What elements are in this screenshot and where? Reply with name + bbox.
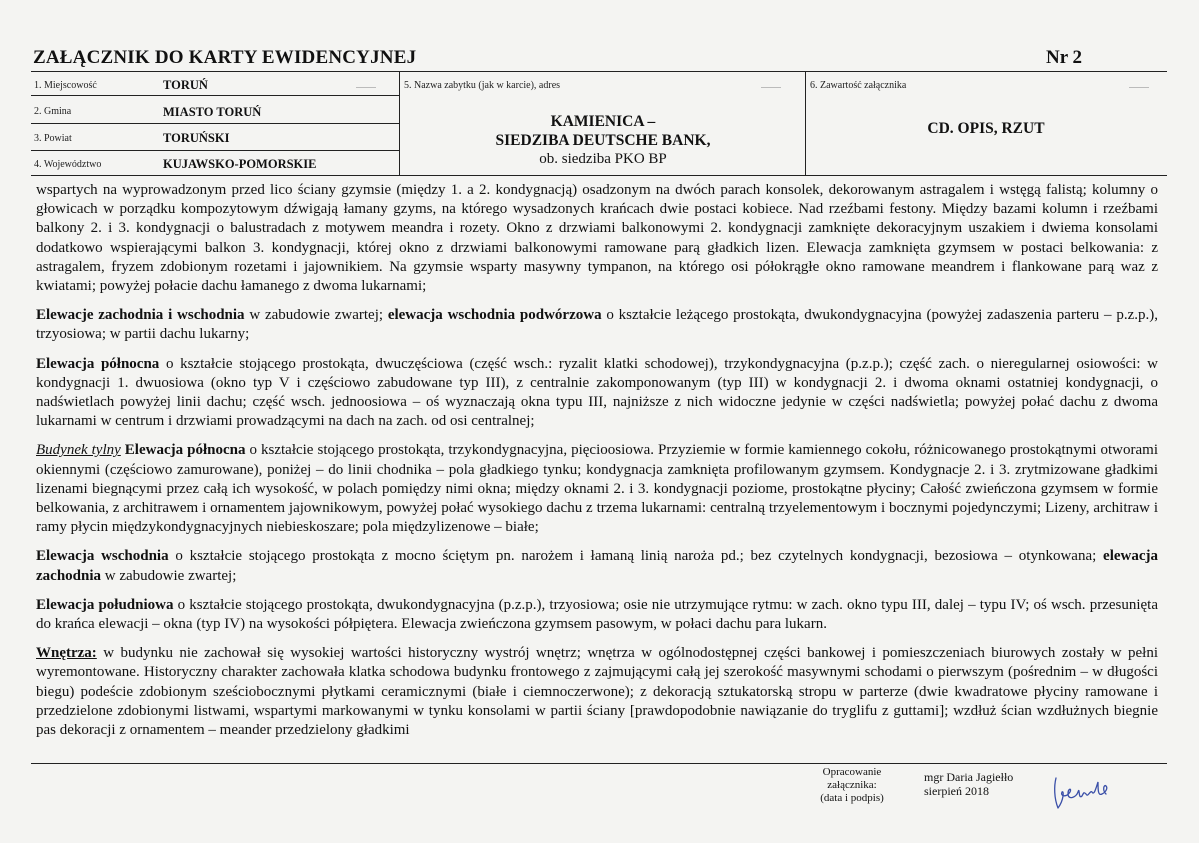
footer-author (924, 770, 1013, 798)
powiat-label: 3. Powiat (34, 133, 72, 144)
zawartosc-label: 6. Zawartość załącznika (810, 80, 907, 91)
paragraph-facade-north: Elewacja północna o kształcie stojącego prostokąta, dwuczęściowa (część wsch.: ryzalit klatki schodowej), trzykondygnacyjna (p.z.p.); część zach. o nieregularnej osiowości: w kondygnacji 1. dwuosiowa (okno typ V i częściowo zabudowane typ III), z centralnie zakomponowanym (typ III) w kondygnacji 2. i dwoma oknami ostatniej kondygnacji, o nadświetlach powyżej linii dachu; część wsch. jednoosiowa – oś wyznaczają okna typu III, najniższe z nich widoczne jedynie w części nadświetla; powyżej połać dachu z dwoma lukarnami w centrum i drzwiami prowadzącymi na dach na zach. od osi centralnej; (36, 355, 1158, 430)
paragraph-rear-south: Elewacja południowa o kształcie stojącego prostokąta, dwukondygnacyjna (p.z.p.), trzyosiowa; osie nie utrzymujące rytmu: w zach. okno typu III, dalej – typu IV; oś wsch. przesunięta do krańca elewacji – okna (typ IV) na wysokości półpiętera. Elewacja zwieńczona gzymsem pasowym, w połaci dachu para lukarn. (36, 596, 1158, 633)
author-date: sierpień 2018 (924, 784, 989, 798)
paragraph-facade-front: wspartych na wyprowadzonym przed lico ściany gzymsie (między 1. a 2. kondygnacją) osadzonym na dwóch parach konsolek, dekorowanym astragalem i wstęgą falistą; kolumny o głowicach w porządku kompozytowym dźwigają łamany gzyms, na którego wysadzonych krańcach dwie postaci kobiece. Nad rzeźbami festony. Między bazami kolumn i rzeźbami balkony 2. i 3. kondygnacji o balustradach z motywem meandra i rozety. Okno z drzwiami balkonowymi 2. kondygnacji zamknięte dekoracyjnym uszakiem i dwiema konsolami dodatkowo wspierającymi balkon 3. kondygnacji, której okno z drzwiami balkonowymi ramowane parą gładkich lizen. Elewacja zamknięta gzymsem w postaci belkowania: z astragalem, fryzem zdobionym rozetami i jajownikiem. Na gzymsie wsparty masywny tympanon, na którego osi półokrągłe okno ramowane meandrem i flankowane parą waz z kwiatami; powyżej połacie dachu łamanego z dwoma lukarnami; (36, 182, 1158, 295)
paragraph-interiors: Wnętrza: w budynku nie zachował się wysokiej wartości historyczny wystrój wnętrz; wnętrza w ogólnodostępnej części bankowej i pomieszczeniach biurowych zostały w pełni wyremontowane. Historyczny charakter zachowała klatka schodowa budynku frontowego z zajmującymi całą jej szerokość masywnymi schodami o pierwszym (pośrednim – w długości biegu) podeście zdobionym sześciobocznymi płytkami ceramicznymi (białe i ciemnoczerwone); z dekoracją sztukatorską stropu w parterze (dwie kwadratowe płyciny ramowane i przedzielone zdobionymi listwami, wspartymi markowanymi w tynku konsolami w partii ściany [prawdopodobnie nawiązanie do tryglifu z guttami]; wzdłuż ścian wzdłużnych biegnie pas dekoracji z ornamentem – meander przedzielony gładkimi (36, 645, 1158, 739)
row-divider (31, 95, 399, 96)
description-body (36, 181, 1158, 750)
miejscowosc-value: TORUŃ (163, 78, 208, 92)
row-divider (31, 123, 399, 124)
monument-name-line1: KAMIENICA – (550, 113, 656, 130)
attachment-number: Nr 2 (1046, 47, 1083, 68)
dash-mark (356, 87, 376, 88)
gmina-label: 2. Gmina (34, 106, 72, 117)
monument-name (400, 112, 806, 169)
powiat-value: TORUŃSKI (163, 131, 230, 145)
miejscowosc-label: 1. Miejscowość (34, 80, 97, 91)
signature-icon (1050, 770, 1112, 812)
footer-divider (31, 763, 1167, 764)
gmina-value: MIASTO TORUŃ (163, 105, 262, 119)
attachment-content: CD. OPIS, RZUT (927, 120, 1045, 137)
paragraph-rear-building: Budynek tylny Elewacja północna o kształcie stojącego prostokąta, trzykondygnacyjna, pięcioosiowa. Przyziemie w formie kamiennego cokołu, różnicowanego prostokątnymi otworami okiennymi (częściowo zamurowane), poniżej – do linii chodnika – pola gładkiego tynku; kondygnacja zamknięta profilowanym gzymsem. Kondygnacje 2. i 3. zrytmizowane gładkimi lizenami biegnącymi przez całą ich wysokość, w polach pomiędzy nimi okna; między oknami 2. i 3. kondygnacji poziome, prostokątne płyciny; Całość zwieńczona gzymsem w formie belkowania, z architrawem i ornamentem jajownikowym, powyżej połać wysokiego dachu z trzema lukarnami: centralną trzyelementowym i bocznymi pojedynczymi; Lizeny, architraw i ramy płycin międzykondygnacyjnych niebieskoszare; pola międzylizenowe – białe; (36, 442, 1158, 536)
monument-address: ob. siedziba PKO BP (539, 151, 667, 167)
footer-label: Opracowanie załącznika: (data i podpis) (820, 766, 884, 804)
wojewodztwo-label: 4. Województwo (34, 159, 102, 170)
monument-name-line2: SIEDZIBA DEUTSCHE BANK, (495, 132, 711, 149)
document-title: ZAŁĄCZNIK DO KARTY EWIDENCYJNEJ (33, 47, 417, 68)
nazwa-label: 5. Nazwa zabytku (jak w karcie), adres (404, 80, 561, 91)
paragraph-rear-east: Elewacja wschodnia o kształcie stojącego prostokąta z mocno ściętym pn. narożem i łamaną linią naroża pd.; bez czytelnych kondygnacji, bezosiowa – otynkowana; elewacja zachodnia w zabudowie zwartej; (36, 548, 1158, 584)
header-table (31, 71, 1167, 176)
author-name: mgr Daria Jagiełło (924, 770, 1014, 784)
dash-mark (1129, 87, 1149, 88)
paragraph-facades-east-west: Elewacje zachodnia i wschodnia w zabudowie zwartej; elewacja wschodnia podwórzowa o kształcie leżącego prostokąta, dwukondygnacyjna (powyżej zadaszenia parteru – p.z.p.), trzyosiowa; w partii dachu lukarny; (36, 307, 1159, 343)
row-divider (31, 150, 399, 151)
wojewodztwo-value: KUJAWSKO-POMORSKIE (163, 157, 317, 171)
dash-mark (761, 87, 781, 88)
